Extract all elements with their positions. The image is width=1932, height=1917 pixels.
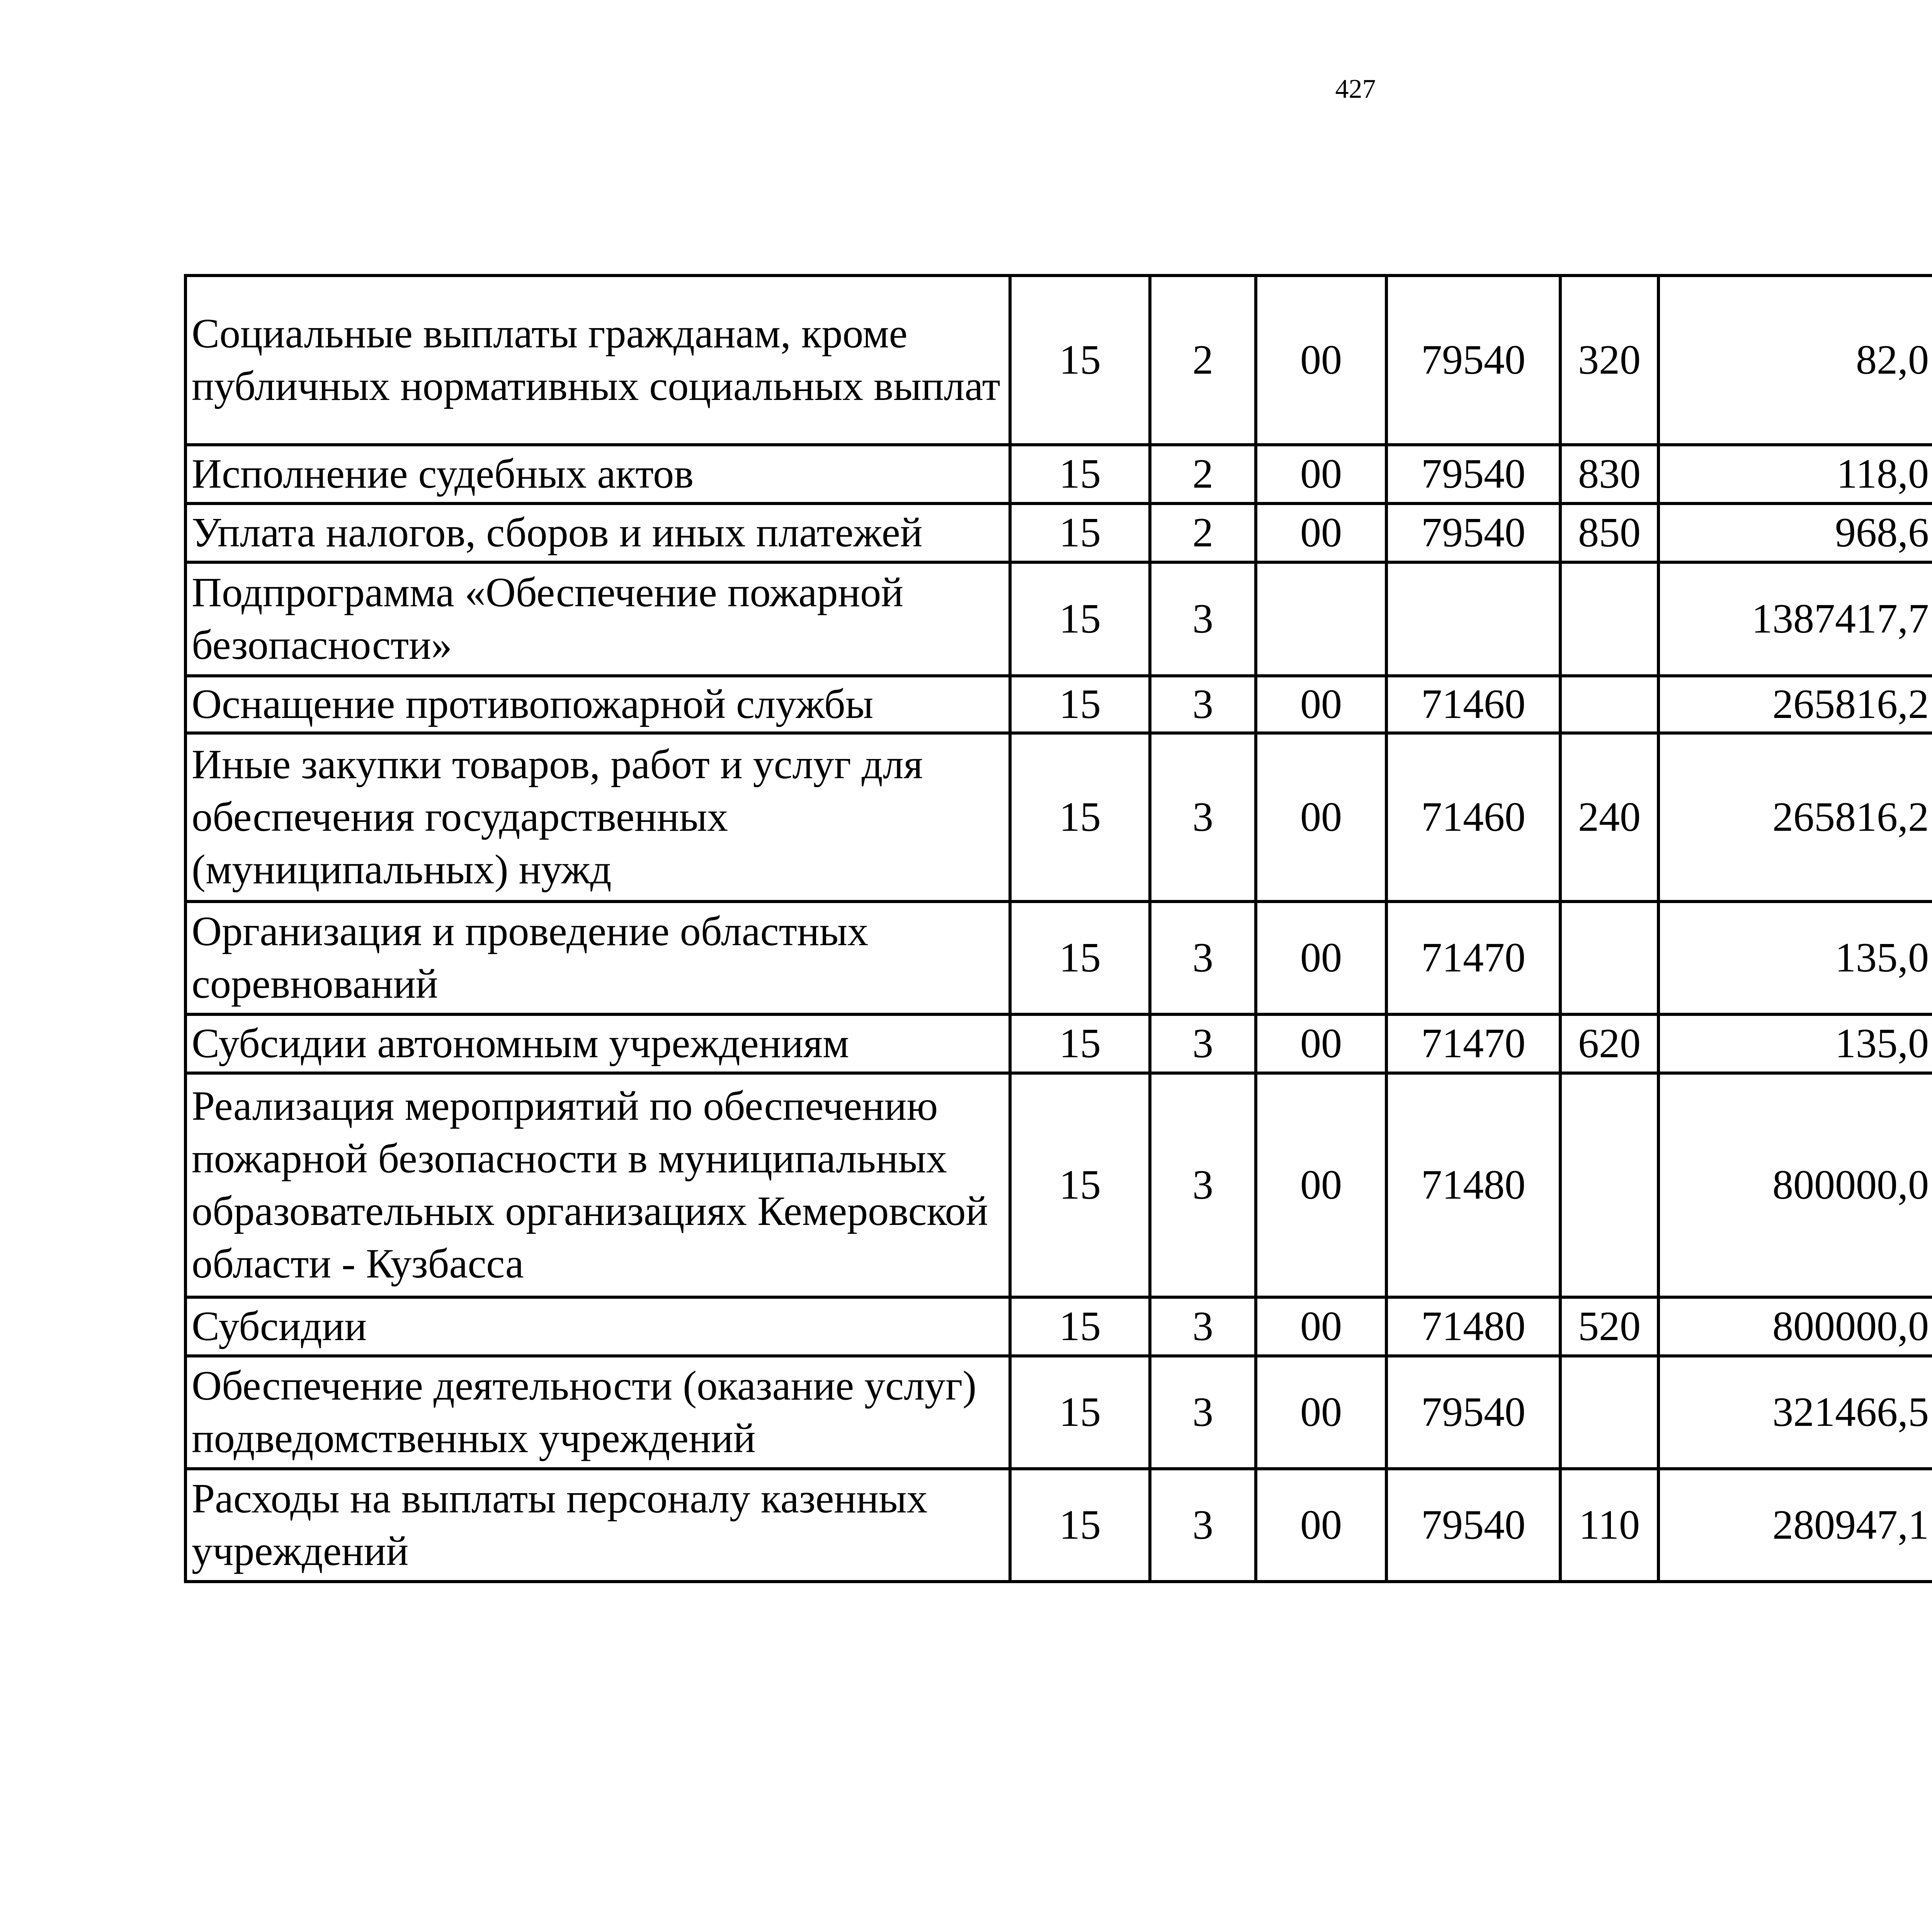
table-row	[185, 676, 1932, 733]
code-cell	[1560, 562, 1658, 676]
expense-name-cell: Исполнение судебных актов	[185, 445, 1010, 503]
table-row	[185, 562, 1932, 676]
expense-name-cell: Оснащение противопожарной службы	[185, 676, 1010, 733]
code-cell: 15	[1010, 445, 1150, 503]
expense-name-cell: Социальные выплаты гражданам, кроме публичных нормативных социальных выплат	[185, 276, 1010, 445]
code-cell: 3	[1150, 733, 1256, 902]
code-cell: 15	[1010, 276, 1150, 445]
code-cell: 15	[1010, 733, 1150, 902]
code-cell: 15	[1010, 1073, 1150, 1297]
code-cell: 3	[1150, 1073, 1256, 1297]
code-cell: 110	[1560, 1469, 1658, 1582]
table-row	[185, 1469, 1932, 1582]
code-cell: 00	[1256, 503, 1386, 562]
code-cell: 71460	[1386, 733, 1560, 902]
code-cell: 850	[1560, 503, 1658, 562]
code-cell	[1560, 1356, 1658, 1469]
table-row	[185, 1356, 1932, 1469]
budget-table-body	[185, 276, 1932, 1582]
amount-cell: 321466,5	[1658, 1356, 1932, 1469]
code-cell	[1386, 562, 1560, 676]
amount-cell: 118,0	[1658, 445, 1932, 503]
amount-cell: 800000,0	[1658, 1297, 1932, 1356]
budget-table	[184, 274, 1932, 1583]
code-cell: 15	[1010, 562, 1150, 676]
code-cell	[1256, 562, 1386, 676]
code-cell	[1560, 1073, 1658, 1297]
expense-name-cell: Уплата налогов, сборов и иных платежей	[185, 503, 1010, 562]
code-cell: 71470	[1386, 902, 1560, 1014]
expense-name-cell: Обеспечение деятельности (оказание услуг) подведомственных учреждений	[185, 1356, 1010, 1469]
code-cell: 620	[1560, 1014, 1658, 1073]
code-cell: 00	[1256, 902, 1386, 1014]
amount-cell: 265816,2	[1658, 676, 1932, 733]
expense-name-cell: Реализация мероприятий по обеспечению пожарной безопасности в муниципальных образовательных организациях Кемеровской области - Кузбасса	[185, 1073, 1010, 1297]
code-cell: 79540	[1386, 445, 1560, 503]
table-row	[185, 1297, 1932, 1356]
code-cell: 00	[1256, 1297, 1386, 1356]
code-cell: 15	[1010, 902, 1150, 1014]
table-row	[185, 445, 1932, 503]
table-row	[185, 733, 1932, 902]
code-cell: 15	[1010, 676, 1150, 733]
code-cell: 79540	[1386, 276, 1560, 445]
code-cell: 3	[1150, 1014, 1256, 1073]
expense-name-cell: Субсидии	[185, 1297, 1010, 1356]
code-cell	[1560, 902, 1658, 1014]
code-cell: 00	[1256, 1356, 1386, 1469]
expense-name-cell: Подпрограмма «Обеспечение пожарной безопасности»	[185, 562, 1010, 676]
code-cell: 15	[1010, 1356, 1150, 1469]
code-cell: 00	[1256, 1014, 1386, 1073]
code-cell: 00	[1256, 445, 1386, 503]
expense-name-cell: Расходы на выплаты персоналу казенных учреждений	[185, 1469, 1010, 1582]
code-cell: 15	[1010, 1014, 1150, 1073]
code-cell: 00	[1256, 276, 1386, 445]
table-row	[185, 503, 1932, 562]
code-cell: 2	[1150, 445, 1256, 503]
code-cell: 15	[1010, 503, 1150, 562]
amount-cell: 135,0	[1658, 1014, 1932, 1073]
code-cell: 00	[1256, 1073, 1386, 1297]
code-cell: 15	[1010, 1297, 1150, 1356]
table-row	[185, 902, 1932, 1014]
code-cell: 71480	[1386, 1297, 1560, 1356]
code-cell: 15	[1010, 1469, 1150, 1582]
code-cell: 3	[1150, 1297, 1256, 1356]
code-cell: 79540	[1386, 503, 1560, 562]
table-row	[185, 1073, 1932, 1297]
amount-cell: 1387417,7	[1658, 562, 1932, 676]
code-cell: 320	[1560, 276, 1658, 445]
code-cell: 2	[1150, 503, 1256, 562]
code-cell: 3	[1150, 902, 1256, 1014]
expense-name-cell: Организация и проведение областных соревнований	[185, 902, 1010, 1014]
code-cell: 240	[1560, 733, 1658, 902]
expense-name-cell: Субсидии автономным учреждениям	[185, 1014, 1010, 1073]
code-cell: 71470	[1386, 1014, 1560, 1073]
table-row	[185, 1014, 1932, 1073]
code-cell: 00	[1256, 733, 1386, 902]
code-cell: 79540	[1386, 1356, 1560, 1469]
code-cell	[1560, 676, 1658, 733]
code-cell: 830	[1560, 445, 1658, 503]
amount-cell: 135,0	[1658, 902, 1932, 1014]
table-row	[185, 276, 1932, 445]
code-cell: 3	[1150, 1469, 1256, 1582]
code-cell: 520	[1560, 1297, 1658, 1356]
code-cell: 71460	[1386, 676, 1560, 733]
amount-cell: 265816,2	[1658, 733, 1932, 902]
amount-cell: 280947,1	[1658, 1469, 1932, 1582]
amount-cell: 968,6	[1658, 503, 1932, 562]
code-cell: 3	[1150, 1356, 1256, 1469]
code-cell: 2	[1150, 276, 1256, 445]
amount-cell: 800000,0	[1658, 1073, 1932, 1297]
code-cell: 3	[1150, 676, 1256, 733]
code-cell: 71480	[1386, 1073, 1560, 1297]
code-cell: 00	[1256, 1469, 1386, 1582]
code-cell: 79540	[1386, 1469, 1560, 1582]
expense-name-cell: Иные закупки товаров, работ и услуг для обеспечения государственных (муниципальных) нужд	[185, 733, 1010, 902]
page-number: 427	[1335, 74, 1376, 104]
amount-cell: 82,0	[1658, 276, 1932, 445]
code-cell: 00	[1256, 676, 1386, 733]
code-cell: 3	[1150, 562, 1256, 676]
